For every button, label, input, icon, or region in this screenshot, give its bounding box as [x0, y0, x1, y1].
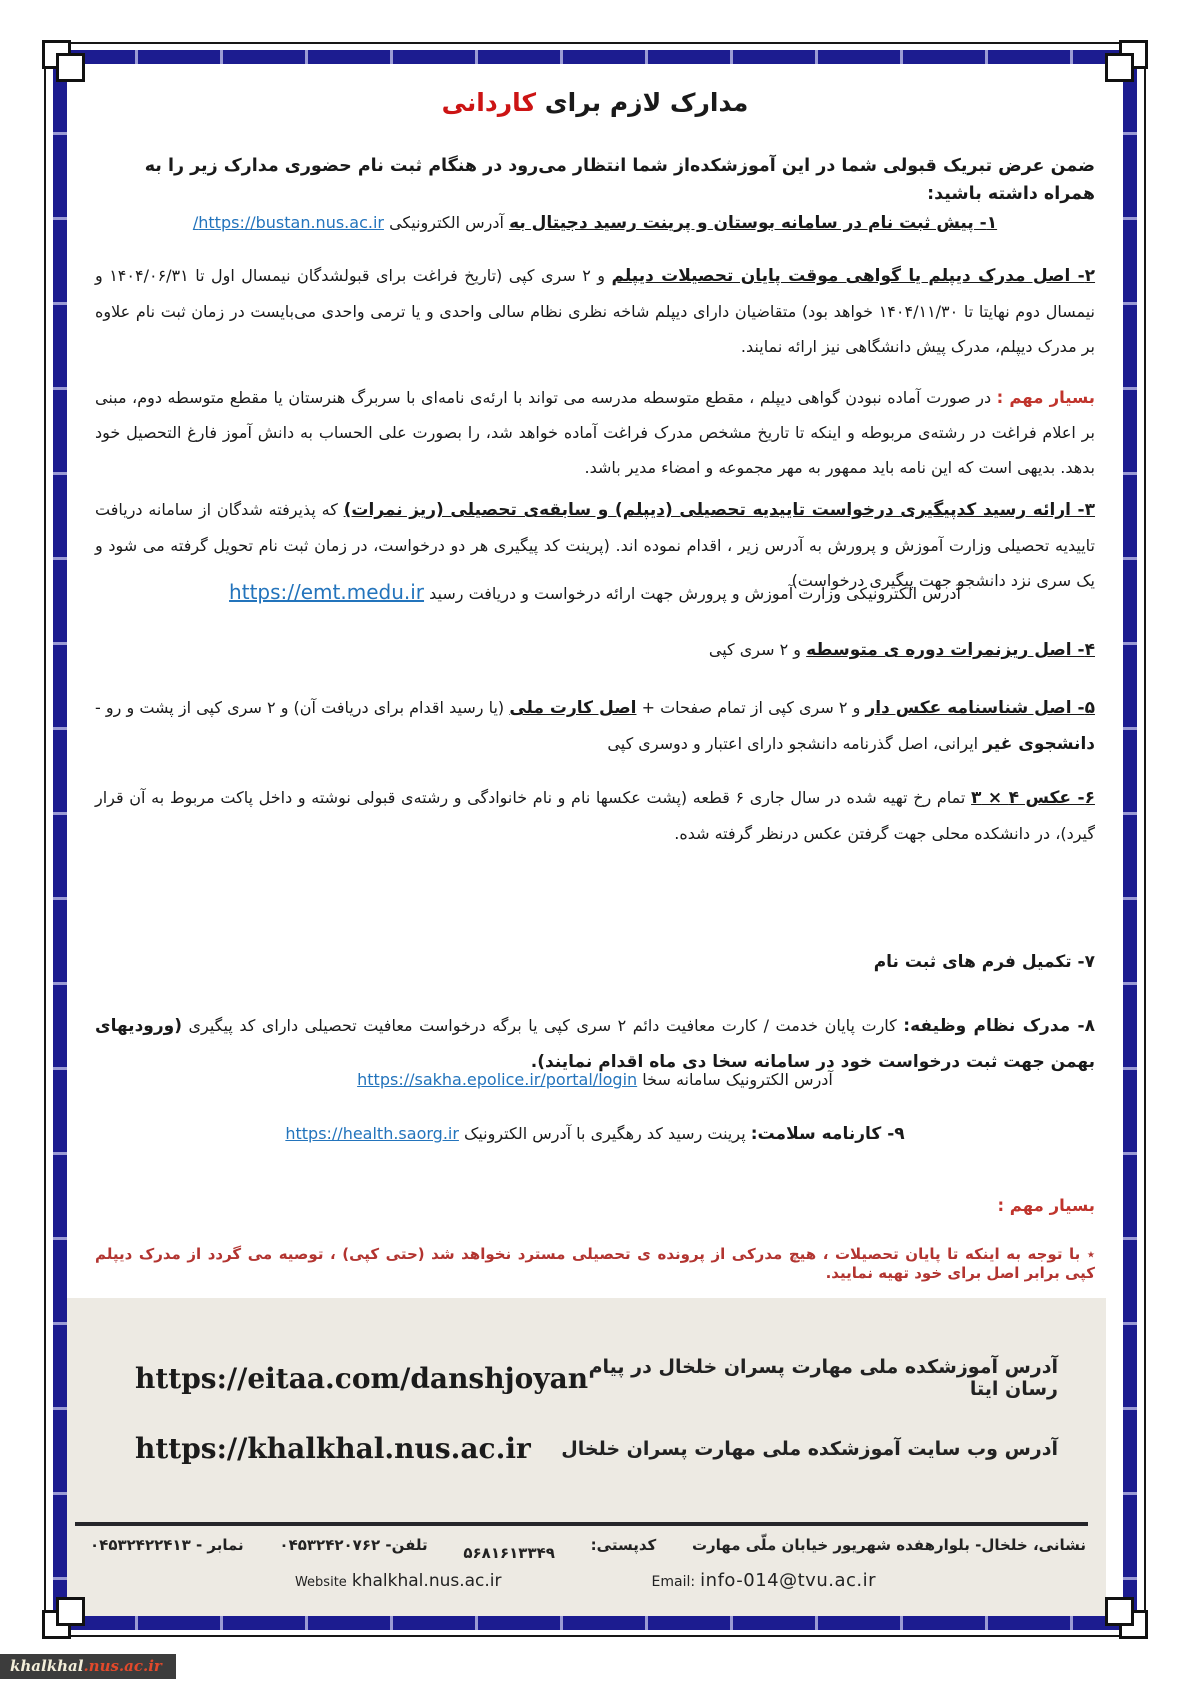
border-bar-left	[53, 50, 67, 1630]
eitaa-row	[65, 1356, 1106, 1400]
item-1-pre-registration	[95, 205, 1095, 241]
sakha-link-caption: آدرس الکترونیک سامانه سخا	[642, 1070, 833, 1089]
page-title-red: کاردانی	[441, 88, 537, 117]
footer-email	[652, 1570, 877, 1591]
item-7-forms	[95, 952, 1095, 972]
item-5-id-documents	[95, 690, 1095, 762]
corner-ornament-top-left	[42, 40, 102, 100]
emt-link-line	[95, 575, 1095, 611]
item-9-heading: ۹- کارنامه سلامت:	[750, 1124, 905, 1144]
watermark-text-orange: .nus.ac.ir	[83, 1657, 162, 1675]
item-5-heading-2: اصل کارت ملی	[509, 698, 637, 718]
footer-fax: نمابر - ۰۴۵۳۲۴۲۲۴۱۳	[90, 1536, 244, 1554]
page-title-black: مدارک لازم برای	[544, 88, 749, 117]
page-title	[95, 88, 1095, 117]
border-bar-right	[1123, 50, 1137, 1630]
footer-divider-line	[75, 1522, 1088, 1526]
eitaa-link[interactable]: https://eitaa.com/danshjoyan	[135, 1361, 589, 1395]
item-4-text: و ۲ سری کپی	[708, 640, 802, 659]
item-7-heading: ۷- تکمیل فرم های ثبت نام	[873, 952, 1095, 972]
eitaa-caption: آدرس آموزشکده ملی مهارت پسران خلخال در پیام رسان ایتا	[588, 1356, 1058, 1400]
red-warning-note	[95, 1244, 1095, 1282]
item-1-text: آدرس الکترونیکی	[389, 213, 504, 232]
item-4-transcript	[95, 632, 1095, 668]
footer-email-website-row	[65, 1570, 1106, 1591]
emt-medu-link[interactable]: https://emt.medu.ir	[229, 580, 425, 604]
item-5-text-2: (یا رسید اقدام برای دریافت آن) و ۲ سری کپی از پشت و رو -	[95, 698, 505, 717]
item-5-text-3: ایرانی، اصل گذرنامه دانشجو دارای اعتبار و دوسری کپی	[607, 734, 979, 753]
scanned-contact-block	[65, 1298, 1106, 1620]
footer-email-label: Email:	[651, 1574, 696, 1590]
footer-postal-label: کدپستی:	[590, 1536, 657, 1554]
item-9-health-record	[95, 1116, 1095, 1152]
item-3-heading: ۳- ارائه رسید کدپیگیری درخواست تاییدیه تحصیلی (دیپلم) و سابقه‌ی تحصیلی (ریز نمرات)	[343, 500, 1096, 520]
footer-website-value: khalkhal.nus.ac.ir	[351, 1570, 502, 1591]
emt-link-caption: آدرس الکترونیکی وزارت آموزش و پرورش جهت ارائه درخواست و دریافت رسید	[429, 584, 961, 603]
item-5-heading: ۵- اصل شناسنامه عکس دار	[865, 698, 1095, 718]
sakha-link-line	[95, 1062, 1095, 1097]
sakha-epolice-link[interactable]: https://sakha.epolice.ir/portal/login	[357, 1070, 638, 1089]
footer-contact-row	[65, 1536, 1106, 1562]
footer-website-label: Website	[294, 1574, 347, 1590]
item-1-heading: ۱- پیش ثبت نام در سامانه بوستان و پرینت رسید دجیتال به	[509, 213, 998, 233]
item-8-bold-tail: (ورودیهای بهمن جهت ثبت درخواست خود در سامانه سخا دی ماه اقدام نمایند).	[95, 1016, 1095, 1072]
item-2-text: و ۲ سری کپی (تاریخ فراغت برای قبولشدگان نیمسال اول تا ۱۴۰۴/۰۶/۳۱ و نیمسال دوم نهایتا تا ۱۴۰۴/۱۱/۳۰ خواهد بود) متقاضیان دارای دیپلم شاخه نظری نظام سالی واحدی و یا ترمی واحدی می‌بایست در زمان ثبت نام علاوه بر مدرک دیپلم، مدرک پیش دانشگاهی نیز ارائه نمایند.	[95, 266, 1095, 356]
corner-ornament-bottom-right	[1088, 1579, 1148, 1639]
item-8-text: کارت پایان خدمت / کارت معافیت دائم ۲ سری کپی یا برگه درخواست معافیت تحصیلی دارای کد پیگیری	[188, 1016, 897, 1035]
item-6-heading: ۶- عکس ۴ × ۳	[971, 788, 1095, 808]
intro-paragraph: ضمن عرض تبریک قبولی شما در این آموزشکده‌از شما انتظار می‌رود در هنگام ثبت نام حضوری مدارک زیر را به همراه داشته باشید:	[144, 156, 1095, 204]
very-important-note-2	[95, 1196, 1095, 1215]
footer-website	[295, 1571, 502, 1591]
item-8-heading: ۸- مدرک نظام وظیفه:	[903, 1016, 1095, 1036]
item-4-heading: ۴- اصل ریزنمرات دوره ی متوسطه	[806, 640, 1095, 660]
item-6-photos	[95, 780, 1095, 851]
bustan-link[interactable]: https://bustan.nus.ac.ir/	[192, 213, 384, 232]
item-5-bold-tail: دانشجوی غیر	[983, 734, 1095, 754]
website-row	[65, 1432, 1106, 1465]
footer-address: نشانی، خلخال- بلوارهفده شهریور خیابان ملّی مهارت	[691, 1536, 1086, 1554]
corner-ornament-top-right	[1088, 40, 1148, 100]
health-saorg-link[interactable]: https://health.saorg.ir	[285, 1124, 459, 1143]
footer-phone: تلفن- ۰۴۵۳۲۴۲۰۷۶۲	[279, 1536, 428, 1554]
item-9-text: پرینت رسید کد رهگیری با آدرس الکترونیک	[464, 1124, 746, 1143]
footer-email-value: info-014@tvu.ac.ir	[700, 1570, 877, 1591]
corner-ornament-bottom-left	[42, 1579, 102, 1639]
red-warning-text: ٭ با توجه به اینکه تا پایان تحصیلات ، هیچ مدرکی از پرونده ی تحصیلی مسترد نخواهد شد (حتی کپی) ، توصیه می گردد از مدرک دیپلم کپی برابر اصل برای خود تهیه نمایید.	[95, 1245, 1095, 1282]
site-watermark	[0, 1654, 176, 1679]
item-5-text-1: و ۲ سری کپی از تمام صفحات +	[641, 698, 861, 717]
item-2-heading: ۲- اصل مدرک دیپلم یا گواهی موقت پایان تحصیلات دیپلم	[611, 266, 1096, 286]
very-important-text-1: در صورت آماده نبودن گواهی دیپلم ، مقطع متوسطه مدرسه می تواند با ارئه‌ی نامه‌ای با سربرگ هنرستان یا مقطع متوسطه دوم، مبنی بر اعلام فراغت در رشته‌ی مربوطه و اینکه تا تاریخ مشخص مدرک فراغت آماده خواهد شد، را بصورت علی الحساب به دانش آموز فارغ التحصیل خود بدهد. بدیهی است که این نامه باید ممهور به مهر مجموعه و امضاء مدیر باشد.	[95, 388, 1095, 477]
item-6-text: تمام رخ تهیه شده در سال جاری ۶ قطعه (پشت عکسها نام و نام خانوادگی و رشته‌ی قبولی نوشته و داخل پاکت مربوط به آن قرار گیرد)، در دانشکده محلی جهت گرفتن عکس درنظر گرفته شده.	[95, 788, 1095, 843]
border-bar-bottom	[53, 1616, 1137, 1630]
very-important-label-2: بسیار مهم :	[997, 1196, 1095, 1215]
watermark-text-white: khalkhal	[10, 1657, 84, 1675]
item-2-diploma	[95, 258, 1095, 364]
footer-postal-code: ۵۶۸۱۶۱۳۳۴۹	[463, 1544, 555, 1562]
website-caption: آدرس وب سایت آموزشکده ملی مهارت پسران خلخال	[561, 1437, 1058, 1460]
very-important-note-1: بسیار مهم : در صورت آماده نبودن گواهی دیپلم ، مقطع متوسطه مدرسه می تواند با ارئه‌ی نامه‌ای با سربرگ هنرستان یا مقطع متوسطه دوم، مبنی بر اعلام فراغت در رشته‌ی مربوطه و اینکه تا تاریخ مشخص مدرک فراغت آماده خواهد شد، را بصورت علی الحساب به دانش آموز فارغ التحصیل خود بدهد. بدیهی است که این نامه باید ممهور به مهر مجموعه و امضاء مدیر باشد.	[95, 388, 1095, 477]
item-3-text: که پذیرفته شدگان از سامانه دریافت تاییدیه تحصیلی وزارت آموزش و پرورش به آدرس زیر ، اقدام نموده اند. (پرینت کد پیگیری هر دو درخواست، در زمان ثبت نام تحویل گرفته می شود و یک سری نزد دانشجو جهت پیگیری درخواست)	[95, 500, 1095, 590]
border-bar-top	[53, 50, 1137, 64]
website-link[interactable]: https://khalkhal.nus.ac.ir	[135, 1432, 531, 1465]
